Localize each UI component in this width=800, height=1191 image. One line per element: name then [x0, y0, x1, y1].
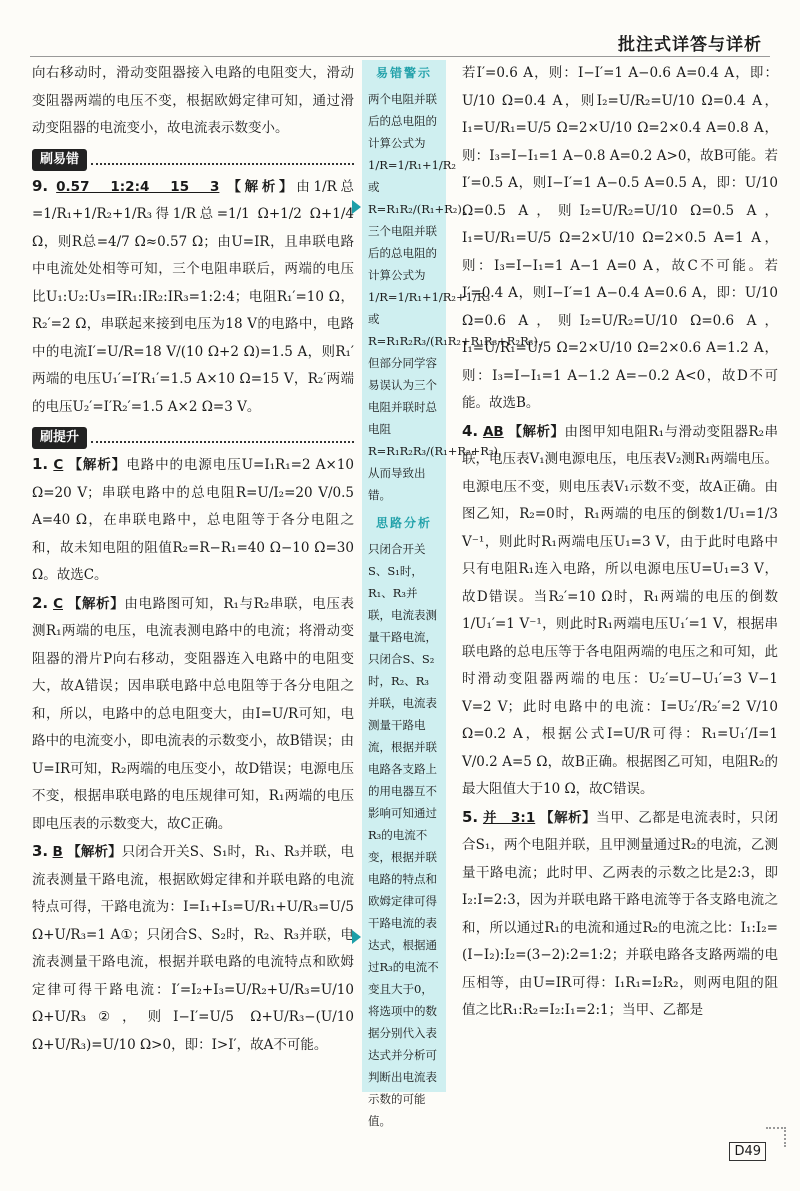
question-number: 1. [32, 455, 49, 473]
question-body: 当甲、乙都是电流表时，只闭合S₁，两个电阻并联，且甲测量通过R₂的电流，乙测量干路电流；此时甲、乙两表的示数之比是2:3，即I₂:I=2:3，因为并联电路干路电流等于各支路电流之和，所以通过R₁的电流和通过R₂的电流之比：I₁:I₂=(I−I₂):I₂=(3−2):2=1:2；并联电路各支路两端的电压相等，由U=IR可得：I₁R₁=I₂R₂，则两电阻的阻值之比R₁:R₂=I₂:I₁=2:1；当甲、乙都是 [462, 809, 779, 1018]
question-body: 只闭合开关S、S₁时，R₁、R₃并联，电流表测量干路电流，根据欧姆定律和并联电路的电流特点可得，干路电流为：I=I₁+I₃=U/R₁+U/R₃=U/5 Ω+U/R₃=1 A①；只闭合S、S₂时，R₂、R₃并联，电流表测量干路电流，根据并联电路的电流特点和欧姆定律可得干路电流：I′=I₂+I₃=U/R₂+U/R₃=U/10 Ω+U/R₃②，则I−I′=U/5 Ω+U/R₃−(U/10 Ω+U/R₃)=U/10 Ω>0，即：I>I′，故A不可能。 [32, 844, 354, 1053]
question-number: 5. [462, 807, 479, 826]
right-column [462, 60, 778, 1025]
question-3 [32, 838, 354, 1059]
analysis-tag: 【解析】 [508, 423, 565, 440]
question-2 [32, 590, 354, 839]
side-title-analysis: 思路分析 [375, 516, 432, 530]
section-divider [91, 429, 354, 443]
question-body: 由电路图可知，R₁与R₂串联，电压表测R₁两端的电压，电流表测电路中的电流；将滑动变阻器的滑片P向右移动，变阻器连入电路中的电阻变大，故A错误；因串联电路中总电阻等于各分电阻之和，所以，电路中的总电阻变大，由I=U/R可知，电路中的电流变小，即电流表的示数变小，故B错误；由U=IR可知，R₂两端的电压变小，故D错误；电源电压不变，根据串联电路的电压规律可知，R₁两端的电压即电压表的示数变大，故C正确。 [32, 595, 354, 832]
intro-paragraph: 向右移动时，滑动变阻器接入电路的电阻变大，滑动变阻器两端的电压不变，根据欧姆定律可知，通过滑动变阻器的电流变小，故电流表示数变小。 [32, 65, 354, 136]
analysis-tag: 【解析】 [540, 809, 597, 826]
arrow-icon [352, 200, 361, 214]
corner-mark [766, 1127, 786, 1147]
question-number: 9. [32, 176, 49, 195]
page-header [0, 0, 800, 56]
question-answer: 0.57 1:2:4 15 3 [56, 178, 220, 195]
question-5 [462, 804, 778, 1025]
section-badge: 刷易错 [32, 149, 87, 171]
question-answer: C [53, 595, 63, 612]
arrow-icon [352, 930, 361, 944]
side-title-warning: 易错警示 [375, 66, 432, 80]
analysis-tag: 【解析】 [227, 178, 297, 195]
question-answer: C [53, 457, 64, 473]
analysis-tag: 【解析】 [67, 844, 122, 860]
header-title: 批注式详答与详析 [618, 35, 762, 55]
question-3-continued: 若I′=0.6 A，则：I−I′=1 A−0.6 A=0.4 A，即：U/10 Ω=0.4 A，则I₂=U/R₂=U/10 Ω=0.4 A，I₁=U/R₁=U/5 Ω=2×U/10 Ω=2×0.4 A=0.8 A，则：I₃=I−I₁=1 A−0.8 A=0.2 A>0，故B可能。若I′=0.5 A，则I−I′=1 A−0.5 A=0.5 A，即：U/10 Ω=0.5 A，则I₂=U/R₂=U/10 Ω=0.5 A，I₁=U/R₁=U/5 Ω=2×U/10 Ω=2×0.5 A=1 A，则：I₃=I−I₁=1 A−1 A=0 A，故C不可能。若I′=0.4 A，则I−I′=1 A−0.4 A=0.6 A，即：U/10 Ω=0.6 A，则I₂=U/R₂=U/10 Ω=0.6 A，I₁=U/R₁=U/5 Ω=2×U/10 Ω=2×0.6 A=1.2 A，则：I₃=I−I₁=1 A−1.2 A=−0.2 A<0，故D不可能。故选B。 [462, 65, 778, 411]
question-9 [32, 173, 354, 422]
question-body: 由图甲知电阻R₁与滑动变阻器R₂串联，电压表V₁测电源电压，电压表V₂测R₁两端电压。电源电压不变，则电压表V₁示数不变，故A正确。由图乙知，R₂=0时，R₁两端的电压的倒数1/U₁=1/3 V⁻¹，则此时R₁两端电压U₁=3 V，由于此时电路中只有电阻R₁连入电路，所以电源电压U=U₁=3 V，故D错误。当R₂′=10 Ω时，R₁两端的电压的倒数1/U₁′=1 V⁻¹，则此时R₁两端电压U₁′=1 V，根据串联电路的总电压等于各电阻两端的电压之和可知，此时滑动变阻器两端的电压：U₂′=U−U₁′=3 V−1 V=2 V；此时电路中的电流：I=U₂′/R₂′=2 V/10 Ω=0.2 A，根据公式I=U/R可得：R₁=U₁′/I=1 V/0.2 A=5 Ω，故B正确。根据图乙可知，电阻R₂的最大阻值大于10 Ω，故C错误。 [462, 423, 779, 797]
question-answer: AB [482, 423, 504, 440]
section-improve [32, 421, 354, 451]
question-answer: B [52, 844, 63, 860]
question-answer: 并 3:1 [482, 809, 536, 826]
question-1 [32, 451, 354, 590]
question-4 [462, 418, 778, 804]
left-column [32, 60, 354, 1059]
section-divider [91, 151, 354, 165]
question-number: 2. [32, 593, 49, 612]
question-number: 3. [32, 842, 49, 860]
analysis-tag: 【解析】 [67, 595, 125, 612]
question-body: 电路中的电源电压U=I₁R₁=2 A×10 Ω=20 V；串联电路中的总电阻R=U/I₂=20 V/0.5 A=40 Ω，在串联电路中，总电阻等于各分电阻之和，故未知电阻的阻值R₂=R−R₁=40 Ω−10 Ω=30 Ω。故选C。 [32, 457, 354, 583]
side-text-warning: 两个电阻并联后的总电阻的计算公式为1/R=1/R₁+1/R₂或R=R₁R₂/(R₁+R₂)，三个电阻并联后的总电阻的计算公式为1/R=1/R₁+1/R₂+1/R₃或R=R₁R₂R₃/(R₁R₂+R₁R₃+R₂R₃)，但部分同学容易误认为三个电阻并联时总电阻R=R₁R₂R₃/(R₁+R₂+R₃)，从而导致出错。 [368, 92, 550, 502]
analysis-tag: 【解析】 [68, 457, 127, 473]
header-rule [30, 56, 770, 57]
page-number: D49 [729, 1142, 766, 1161]
question-body: 由1/R总=1/R₁+1/R₂+1/R₃得1/R总=1/1 Ω+1/2 Ω+1/4 Ω，则R总=4/7 Ω≈0.57 Ω；由U=IR，且串联电路中电流处处相等可知，三个电阻串联后，两端的电压比U₁:U₂:U₃=IR₁:IR₂:IR₃=1:2:4；电阻R₁′=10 Ω，R₂′=2 Ω，串联起来接到电压为18 V的电路中，电路中的电流I′=U/R=18 V/(10 Ω+2 Ω)=1.5 A，则R₁′两端的电压U₁′=I′R₁′=1.5 A×10 Ω=15 V，R₂′两端的电压U₂′=I′R₂′=1.5 A×2 Ω=3 V。 [32, 178, 355, 415]
question-number: 4. [462, 421, 479, 440]
side-text-analysis: 只闭合开关S、S₁时，R₁、R₃并联，电流表测量干路电流，只闭合S、S₂时，R₂、R₃并联，电流表测量干路电流，根据并联电路各支路上的用电器互不影响可知通过R₃的电流不变，根据并联电路的特点和欧姆定律可得干路电流的表达式，根据通过R₃的电流不变且大于0，将选项中的数据分别代入表达式并分析可判断出电流表示数的可能值。 [368, 542, 439, 1128]
section-easy-mistakes [32, 143, 354, 173]
section-badge: 刷提升 [32, 427, 87, 449]
